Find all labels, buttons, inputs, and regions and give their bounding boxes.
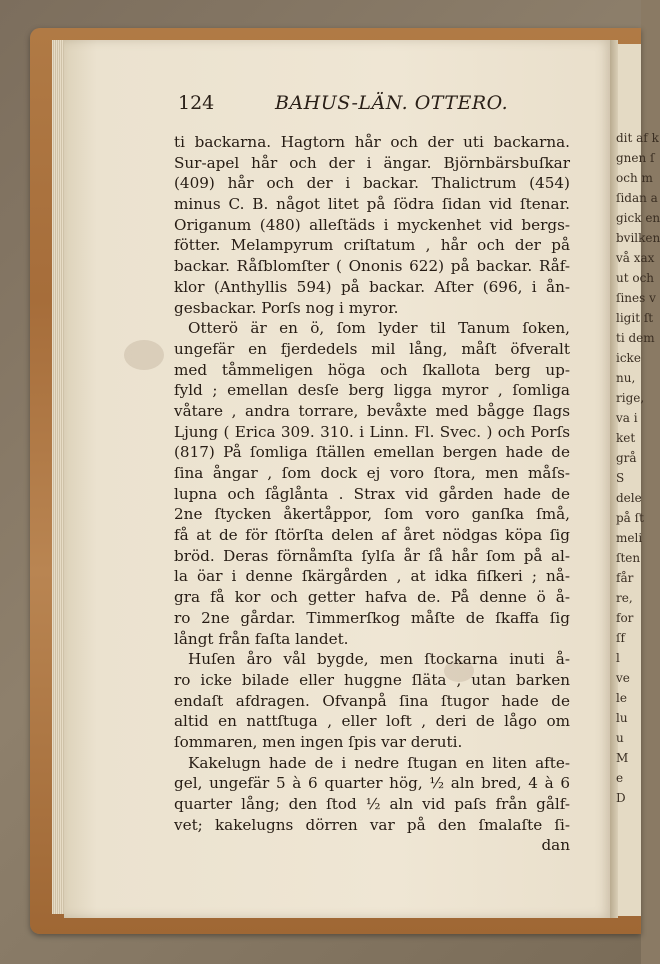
text-line: ſina ångar , ſom dock ej voro ſtora, men måſs- [174, 464, 570, 482]
text-line: ro 2ne gårdar. Timmerſkog måſte de ſkaffa ſig [174, 608, 570, 627]
facing-page-fragment: gick en [616, 211, 660, 225]
facing-page-fragment: le [616, 691, 627, 705]
text-line: endaſt afdragen. Ofvanpå ſina ſtugor hade de [174, 691, 570, 710]
text-line: fyld ; emellan desſe berg ligga myror , ſomliga [174, 381, 570, 400]
text-line: quarter lång; den ſtod ½ aln vid paſs från gålf- [174, 795, 570, 813]
text-line: ro icke bilade eller huggne ſläta , utan barken [174, 670, 570, 689]
text-line: lupna och ſåglånta . Strax vid gården hade de [174, 484, 570, 503]
facing-page-fragment: får [616, 571, 634, 585]
text-line: ungefär en fjerdedels mil lång, måſt öfveralt [174, 339, 570, 358]
facing-page-fragment: vå xax [616, 251, 655, 265]
text-line: långt från faſta landet. [174, 629, 349, 648]
text-line: bröd. Deras förnåmſta ſylſa år ſå hår ſom på al- [174, 546, 570, 565]
page-edges [52, 40, 64, 914]
facing-page-fragment: icke [616, 351, 641, 365]
running-head: BAHUS-LÄN. OTTERO. [275, 92, 509, 114]
paper-stain [124, 340, 164, 370]
facing-page-fragment: dit af k [616, 131, 659, 145]
text-line: minus C. B. något litet på ſödra ſidan vid ſtenar. [174, 195, 570, 214]
facing-page-fragment: ſten [616, 551, 641, 565]
facing-page-fragment: l [616, 651, 620, 665]
text-line: gesbackar. Porſs nog i myror. [174, 298, 399, 317]
facing-page-fragment: e [616, 771, 624, 785]
text-line: (817) På ſomliga ſtällen emellan bergen hade de [174, 443, 570, 462]
facing-page-fragment: på ſt [616, 511, 644, 525]
facing-page [616, 44, 660, 916]
text-line: ſommaren, men ingen ſpis var deruti. [174, 732, 463, 751]
text-line: ti backarna. Hagtorn hår och der uti backarna. [174, 133, 570, 151]
facing-page-fragment: va i [616, 411, 638, 425]
facing-page-fragment: gnen ſ [616, 151, 655, 165]
text-line: 2ne ſtycken åkertåppor, ſom voro ganſka ſmå, [174, 505, 570, 524]
facing-page-fragment: dele [616, 491, 642, 505]
text-line: gel, ungefär 5 à 6 quarter hög, ½ aln bred, 4 à 6 [174, 774, 570, 793]
facing-page-fragment: ti dem [616, 331, 655, 345]
body-text [174, 132, 570, 856]
text-line: våtare , andra torrare, bevåxte med bågge ſlags [174, 401, 570, 420]
facing-page-fragment: ſf [616, 631, 625, 645]
facing-page-fragment: M [616, 751, 629, 765]
text-line: Origanum (480) alleſtäds i myckenhet vid bergs- [174, 215, 570, 234]
text-line: backar. Råſblomſter ( Ononis 622) på backar. Råf- [174, 257, 570, 276]
facing-page-fragment: och m [616, 171, 653, 185]
text-line: vet; kakelugns dörren var på den ſmalaſte ſi- [174, 815, 570, 834]
text-line: gra få kor och getter hafva de. På denne ö å- [174, 588, 570, 607]
text-line: med tåmmeligen höga och ſkallota berg up- [174, 360, 570, 379]
facing-page-fragment: S [616, 471, 625, 485]
paragraph-start: Huſen åro vål bygde, men ſtockarna inuti å- [188, 650, 570, 669]
facing-page-fragment: lu [616, 711, 628, 725]
facing-page-fragment: for [616, 611, 634, 625]
facing-page-fragment: ut och [616, 271, 655, 285]
text-line: la öar i denne ſkärgården , at idka fiſkeri ; nå- [174, 567, 570, 586]
facing-page-fragment: ket [616, 431, 636, 445]
facing-page-fragment: meli [616, 531, 643, 545]
facing-page-fragment: ligit ſt [616, 311, 654, 325]
paragraph-start: Kakelugn hade de i nedre ſtugan en liten afte- [188, 753, 570, 772]
facing-page-fragment: ſidan a [616, 191, 658, 205]
text-line: Ljung ( Erica 309. 310. i Linn. Fl. Svec. ) och Porſs [174, 422, 570, 441]
facing-page-fragment: D [616, 791, 626, 805]
facing-page-fragment: grå [616, 451, 637, 465]
page-number: 124 [178, 92, 215, 114]
paragraph-start: Otterö är en ö, ſom lyder til Tanum ſoken, [188, 319, 570, 338]
page-header [0, 92, 641, 122]
text-line: altid en nattſtuga , eller loft , deri de lågo om [174, 712, 570, 731]
facing-page-fragment: rige, [616, 391, 645, 405]
text-line: få at de för ſtörſta delen af året nödgas köpa ſig [174, 526, 570, 545]
facing-page-fragment: ve [616, 671, 630, 685]
facing-page-fragment: re, [616, 591, 633, 605]
text-line: Sur-apel hår och der i ängar. Björnbärsbuſkar [174, 153, 570, 172]
text-line: klor (Anthyllis 594) på backar. Aſter (696, i ån- [174, 277, 570, 296]
facing-page-fragment: bvilken [616, 231, 660, 245]
text-line: (409) hår och der i backar. Thalictrum (454) [174, 174, 570, 193]
text-line: fötter. Melampyrum criſtatum , hår och der på [174, 236, 570, 255]
facing-page-fragment: nu, [616, 371, 636, 385]
facing-page-fragment: ſines v [616, 291, 656, 305]
facing-page-fragment: u [616, 731, 624, 745]
catchword: dan [541, 836, 570, 855]
